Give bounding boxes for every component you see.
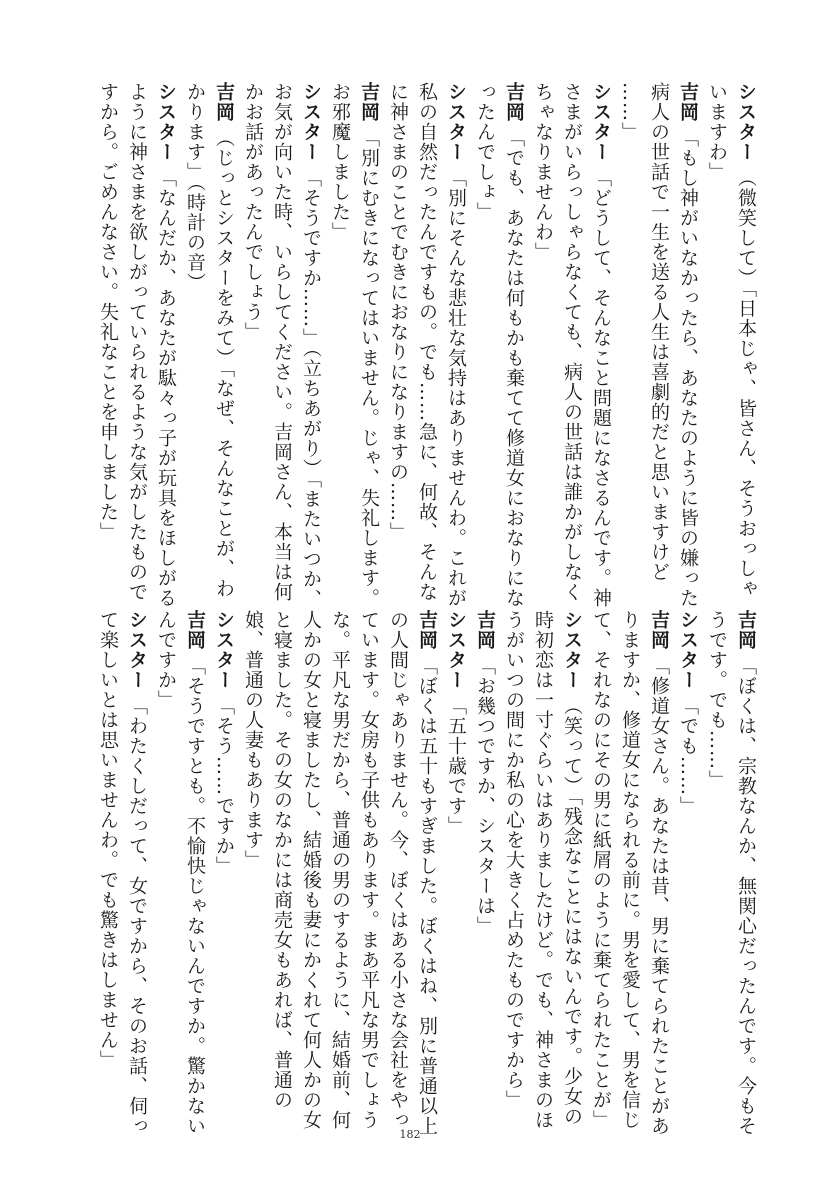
- dialogue-text: 病人の世話で一生を送る人生は喜劇的だと思いますけど: [648, 82, 670, 582]
- speaker-name: 吉岡: [503, 82, 525, 122]
- dialogue-text: 「五十歳です」: [445, 696, 467, 836]
- dialogue-text: 「別にむきになってはいません。じゃ、失礼します。: [358, 128, 380, 608]
- text-line: [93, 82, 122, 542]
- page-number: 182: [399, 1128, 421, 1141]
- text-line: [615, 82, 644, 502]
- speaker-name: シスター: [445, 82, 467, 162]
- dialogue-text: さまがいらっしゃらなくても、病人の世話は誰かがしなく: [561, 82, 583, 602]
- speaker-name: 吉岡: [358, 82, 380, 122]
- dialogue-text: 「なんだか、あなたが駄々っ子が玩具をほしがる: [155, 168, 177, 608]
- speaker-name: シスター: [213, 610, 235, 690]
- text-line: [180, 82, 209, 502]
- text-line: [238, 82, 267, 502]
- text-line: [93, 610, 122, 1070]
- text-line: [441, 82, 470, 608]
- dialogue-text: 「ぼくは、宗教なんか、無関心だったんです。今もそ: [735, 656, 757, 1136]
- speaker-name: シスター: [300, 82, 322, 162]
- dialogue-text: お気が向いた時、いらしてください。吉岡さん、本当は何: [271, 82, 293, 602]
- text-line: [122, 82, 151, 602]
- speaker-name: 吉岡: [213, 82, 235, 122]
- dialogue-text: て楽しいとは思いませんわ。でも驚きはしません」: [97, 610, 119, 1070]
- speaker-name: シスター: [735, 82, 757, 162]
- text-line: [499, 610, 528, 1110]
- dialogue-text: 「わたくしだって、女ですから、そのお話、伺っ: [126, 696, 148, 1136]
- text-line: [644, 82, 673, 582]
- dialogue-text: 「そうですとも。不愉快じゃないんですか。驚かない: [184, 656, 206, 1136]
- dialogue-text: 「どうして、そんなこと問題になさるんです。神: [590, 168, 612, 608]
- dialogue-text: 私の自然だったんですもの。でも……急に、何故、そんな: [416, 82, 438, 602]
- dialogue-text: 「お幾つですか、シスターは」: [474, 656, 496, 936]
- text-line: [470, 82, 499, 502]
- dialogue-text: と寝ました。その女のなかには商売女もあれば、普通の: [271, 610, 293, 1110]
- text-line: [325, 610, 354, 1130]
- text-line: [238, 610, 267, 1030]
- dialogue-text: いますわ」: [706, 82, 728, 182]
- dialogue-text: 「そうですか……」（立ちあがり）「またいつか、: [300, 168, 322, 609]
- dialogue-text: ています。女房も子供もあります。まあ平凡な男でしょう: [358, 610, 380, 1130]
- text-line: [470, 610, 499, 1030]
- text-line: [180, 610, 209, 1136]
- text-line: [702, 82, 731, 502]
- text-line: [354, 610, 383, 1130]
- dialogue-text: ったんでしょ」: [474, 82, 496, 222]
- text-line: [702, 610, 731, 1030]
- speaker-name: 吉岡: [677, 82, 699, 122]
- dialogue-text: 娘、普通の人妻もあります」: [242, 610, 264, 870]
- dialogue-text: （笑って）「残念なことにはないんです。少女の: [561, 696, 583, 1127]
- dialogue-text: んですか」: [155, 610, 177, 710]
- text-line: [209, 610, 238, 1030]
- text-line: [122, 610, 151, 1136]
- text-line: [296, 610, 325, 1130]
- speaker-name: 吉岡: [184, 610, 206, 650]
- dialogue-text: 時初恋は一寸ぐらいはありましたけど。でも、神さまのほ: [532, 610, 554, 1130]
- speaker-name: シスター: [677, 610, 699, 690]
- dialogue-text: お邪魔しました」: [329, 82, 351, 242]
- text-line: [528, 82, 557, 502]
- dialogue-text: ちゃなりませんわ」: [532, 82, 554, 262]
- dialogue-text: すから。ごめんなさい。失礼なことを申しました」: [97, 82, 119, 542]
- text-line: [673, 610, 702, 1030]
- dialogue-text: 「別にそんな悲壮な気持はありませんわ。これが: [445, 168, 467, 608]
- dialogue-text: ……」: [619, 82, 641, 142]
- speaker-name: 吉岡: [735, 610, 757, 650]
- text-line: [731, 82, 760, 599]
- text-line: [267, 82, 296, 602]
- text-line: [325, 82, 354, 502]
- text-line: [644, 610, 673, 1136]
- text-line: [731, 610, 760, 1136]
- text-line: [354, 82, 383, 608]
- text-line: [412, 610, 441, 1136]
- dialogue-text: ように神さまを欲しがっていられるような気がしたもので: [126, 82, 148, 602]
- text-line: [441, 610, 470, 1030]
- dialogue-text: かります」（時計の音）: [184, 82, 206, 293]
- text-line: [209, 82, 238, 599]
- text-line: [296, 82, 325, 609]
- speaker-name: シスター: [561, 610, 583, 690]
- text-line: [557, 82, 586, 602]
- dialogue-text: りますか、修道女になられる前に。男を愛して、男を信じ: [619, 610, 641, 1130]
- dialogue-text: うがいつの間にか私の心を大きく占めたものですから」: [503, 610, 525, 1110]
- dialogue-text: 「もし神がいなかったら、あなたのように皆の嫌った: [677, 128, 699, 608]
- dialogue-text: て、それなのにその男に紙屑のように棄てられたことが」: [590, 610, 612, 1130]
- speaker-name: シスター: [155, 82, 177, 162]
- speaker-name: シスター: [590, 82, 612, 162]
- dialogue-text: 人かの女と寝ましたし、結婚後も妻にかくれて何人かの女: [300, 610, 322, 1130]
- dialogue-text: 「でも、あなたは何もかも棄てて修道女におなりにな: [503, 128, 525, 608]
- dialogue-text: 「そう……ですか」: [213, 696, 235, 876]
- speaker-name: シスター: [126, 610, 148, 690]
- speaker-name: シスター: [445, 610, 467, 690]
- text-line: [615, 610, 644, 1130]
- speaker-name: 吉岡: [648, 610, 670, 650]
- dialogue-text: に神さまのことでむきにおなりになりますの……」: [387, 82, 409, 542]
- text-line: [586, 82, 615, 608]
- speaker-name: 吉岡: [416, 610, 438, 650]
- text-line: [586, 610, 615, 1130]
- speaker-name: 吉岡: [474, 610, 496, 650]
- dialogue-text: （じっとシスターをみて）「なぜ、そんなことが、わ: [213, 128, 235, 599]
- text-line: [557, 610, 586, 1127]
- dialogue-text: かお話があったんでしょう」: [242, 82, 264, 342]
- top-text-block: [93, 82, 760, 609]
- dialogue-text: うです。でも……」: [706, 610, 728, 790]
- text-line: [151, 82, 180, 608]
- text-line: [151, 610, 180, 1030]
- text-line: [412, 82, 441, 602]
- text-line: [383, 610, 412, 1130]
- text-line: [673, 82, 702, 608]
- dialogue-text: の人間じゃありません。今、ぼくはある小さな会社をやっ: [387, 610, 409, 1130]
- dialogue-text: 「修道女さん。あなたは昔、男に棄てられたことがあ: [648, 656, 670, 1136]
- text-line: [528, 610, 557, 1130]
- dialogue-text: な。平凡な男だから、普通の男のするように、結婚前、何: [329, 610, 351, 1130]
- text-line: [499, 82, 528, 608]
- text-line: [383, 82, 412, 542]
- dialogue-text: 「ぼくは五十もすぎました。ぼくはね、別に普通以上: [416, 656, 438, 1136]
- dialogue-text: （微笑して）「日本じゃ、皆さん、そうおっしゃ: [735, 168, 757, 599]
- text-line: [267, 610, 296, 1110]
- dialogue-text: 「でも……」: [677, 696, 699, 816]
